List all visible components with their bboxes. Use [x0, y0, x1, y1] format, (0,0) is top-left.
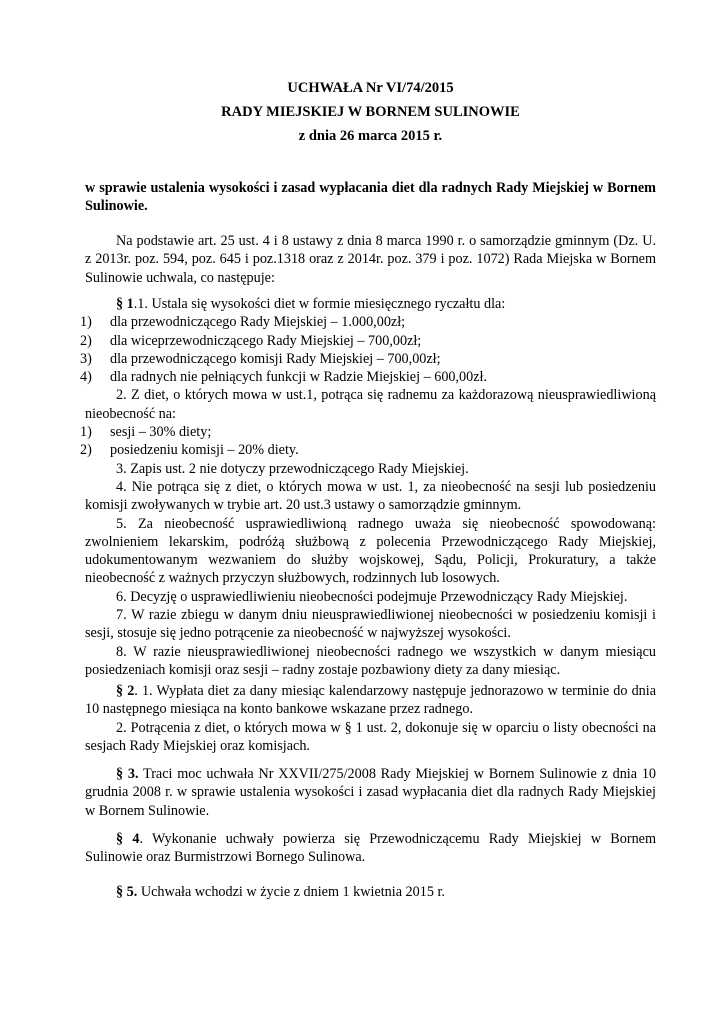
section-1-para-8: 8. W razie nieusprawiedliwionej nieobecności radnego we wszystkich w danym miesiącu posiedzeniach komisji oraz sesji – radny zostaje pozbawiony diety za dany miesiąc. [85, 643, 656, 678]
resolution-subject: w sprawie ustalenia wysokości i zasad wypłacania diet dla radnych Rady Miejskiej w Bornem Sulinowie. [85, 180, 656, 215]
section-3-mark: § 3. [116, 766, 139, 782]
section-2-para-2: 2. Potrącenia z diet, o których mowa w § 1 ust. 2, dokonuje się w oparciu o listy obecności na sesjach Rady Miejskiej oraz komisjach. [85, 719, 656, 754]
section-1-intro [85, 295, 656, 313]
list-item [80, 313, 656, 331]
section-5 [85, 883, 656, 901]
council-name: RADY MIEJSKIEJ W BORNEM SULINOWIE [221, 104, 520, 120]
list-text: dla przewodniczącego Rady Miejskiej – 1.000,00zł; [110, 314, 406, 331]
list-item [80, 368, 656, 386]
section-5-body: Uchwała wchodzi w życie z dniem 1 kwietnia 2015 r. [137, 884, 445, 900]
list-text: dla przewodniczącego komisji Rady Miejskiej – 700,00zł; [110, 350, 441, 367]
list-text: dla radnych nie pełniących funkcji w Radzie Miejskiej – 600,00zł. [110, 369, 488, 386]
section-4-mark: § 4 [116, 831, 140, 847]
section-2 [85, 682, 656, 755]
list-number: 1) [80, 314, 92, 331]
list-number: 2) [80, 442, 92, 459]
section-1-intro-text: .1. Ustala się wysokości diet w formie miesięcznego ryczałtu dla: [133, 296, 506, 312]
section-3 [85, 765, 656, 820]
section-1-para-7: 7. W razie zbiegu w danym dniu nieusprawiedliwionej nieobecności w posiedzeniu komisji i sesji, stosuje się jedno potrącenie za nieobecność w najwyższej wysokości. [85, 607, 656, 642]
section-3-text [85, 765, 656, 820]
section-3-body: Traci moc uchwała Nr XXVII/275/2008 Rady Miejskiej w Bornem Sulinowie z dnia 10 grudnia 2008 r. w sprawie ustalenia wysokości i zasad wypłacania diet dla radnych Rady Miejskiej w Bornem Sulinowie. [85, 766, 657, 819]
section-2-mark: § 2 [116, 683, 135, 699]
list-text: sesji – 30% diety; [110, 424, 212, 441]
preamble-text: Na podstawie art. 25 ust. 4 i 8 ustawy z dnia 8 marca 1990 r. o samorządzie gminnym (Dz. U. z 2013r. poz. 594, poz. 645 i poz.1318 oraz z 2014r. poz. 379 i poz. 1072) Rada Miejska w Bornem Sulinowie uchwala, co następuje: [85, 233, 656, 286]
list-item [80, 350, 656, 368]
section-5-text [85, 883, 656, 901]
list-number: 4) [80, 369, 92, 386]
section-1-para-6: 6. Decyzję o usprawiedliwieniu nieobecności podejmuje Przewodniczący Rady Miejskiej. [116, 588, 628, 605]
resolution-date: z dnia 26 marca 2015 r. [298, 128, 443, 144]
section-1-mark: § 1 [116, 296, 134, 312]
list-number: 1) [80, 424, 92, 441]
section-2-para-1 [85, 682, 656, 719]
section-1-para-2: 2. Z diet, o których mowa w ust.1, potrąca się radnemu za każdorazową nieusprawiedliwioną nieobecność na: [85, 387, 656, 422]
list-number: 2) [80, 332, 92, 349]
legal-basis [85, 232, 656, 287]
list-item [80, 441, 656, 459]
resolution-number: UCHWAŁA Nr VI/74/2015 [287, 80, 454, 96]
section-2-para-1-text: . 1. Wypłata diet za dany miesiąc kalendarzowy następuje jednorazowo w terminie do dnia 10 następnego miesiąca na konto bankowe wskazane przez radnego. [85, 683, 657, 718]
section-1 [80, 295, 656, 679]
section-4-body: . Wykonanie uchwały powierza się Przewodniczącemu Rady Miejskiej w Bornem Sulinowie oraz Burmistrzowi Bornego Sulinowa. [85, 831, 657, 866]
section-1-para-4: 4. Nie potrąca się z diet, o których mowa w ust. 1, za nieobecność na sesji lub posiedzeniu komisji zwoływanych w trybie art. 20 ust.3 ustawy o samorządzie gminnym. [85, 478, 656, 514]
list-number: 3) [80, 350, 92, 367]
list-text: posiedzeniu komisji – 20% diety. [110, 442, 299, 459]
section-1-para-5: 5. Za nieobecność usprawiedliwioną radnego uważa się nieobecność spowodowaną: zwolnieniem lekarskim, podróżą służbową z polecenia Przewodniczącego Rady Miejskiej, udokumentowanym wezwaniem do służby wojskowej, Sądu, Policji, Prokuratury, a także nieobecność z ważnych przyczyn służbowych, rodzinnych lub losowych. [85, 515, 656, 587]
section-5-mark: § 5. [116, 884, 138, 900]
section-1-para-3: 3. Zapis ust. 2 nie dotyczy przewodniczącego Rady Miejskiej. [116, 460, 469, 477]
section-4-text [85, 830, 656, 867]
list-item [80, 332, 656, 350]
section-4 [85, 830, 656, 867]
document-page [80, 0, 657, 1024]
list-text: dla wiceprzewodniczącego Rady Miejskiej – 700,00zł; [110, 332, 422, 349]
list-item [80, 423, 656, 441]
